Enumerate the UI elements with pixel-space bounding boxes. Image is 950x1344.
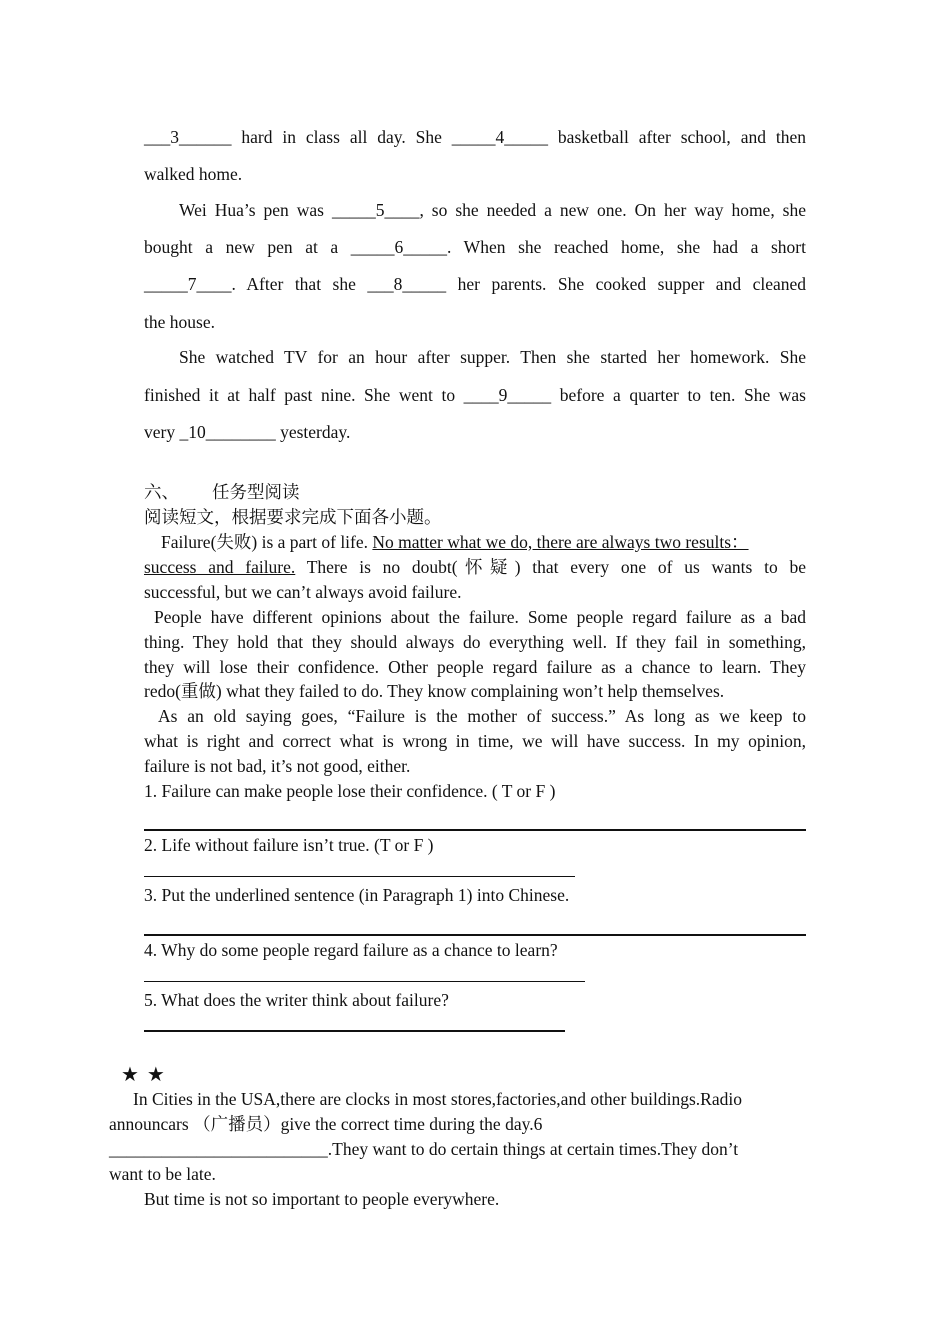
cloze-line-8: finished it at half past nine. She went to ____9_____ before a quarter to ten. She was (144, 385, 806, 405)
passage-p2-line-3: they will lose their confidence. Other people regard failure as a chance to learn. They (144, 657, 806, 677)
cloze-line-5: _____7____. After that she ___8_____ her parents. She cooked supper and cleaned (144, 274, 806, 294)
question-5: 5. What does the writer think about failure? (144, 990, 449, 1010)
passage-p3-line-1: As an old saying goes, “Failure is the mother of success.” As long as we keep to (158, 706, 806, 726)
passage-p1-line-3: successful, but we can’t always avoid failure. (144, 582, 462, 602)
answer-line-5[interactable] (144, 1030, 565, 1032)
underlined-sentence-part-2: success and failure. (144, 557, 296, 577)
last-line-5: But time is not so important to people everywhere. (144, 1189, 500, 1209)
last-line-4: want to be late. (109, 1164, 216, 1184)
p1-start-text: Failure(失败) is a part of life. (161, 532, 373, 552)
passage-p2-line-2: thing. They hold that they should always do everything well. If they fail in something, (144, 632, 806, 652)
passage-p1-line-2 (144, 556, 806, 578)
passage-p2-line-1: People have different opinions about the failure. Some people regard failure as a bad (154, 607, 806, 627)
answer-line-4[interactable] (144, 981, 585, 982)
cloze-line-9: very _10________ yesterday. (144, 422, 351, 442)
question-4: 4. Why do some people regard failure as a chance to learn? (144, 940, 558, 960)
passage-p3-line-3: failure is not bad, it’s not good, either. (144, 756, 411, 776)
cloze-line-6: the house. (144, 312, 215, 332)
cloze-line-7: She watched TV for an hour after supper. Then she started her homework. She (179, 347, 806, 367)
question-3: 3. Put the underlined sentence (in Paragraph 1) into Chinese. (144, 885, 570, 905)
question-1: 1. Failure can make people lose their confidence. ( T or F ) (144, 781, 556, 801)
answer-line-2[interactable] (144, 876, 575, 877)
answer-line-1[interactable] (144, 829, 806, 831)
last-line-1: In Cities in the USA,there are clocks in most stores,factories,and other buildings.Radio (133, 1089, 742, 1109)
cloze-line-4: bought a new pen at a _____6_____. When she reached home, she had a short (144, 237, 806, 257)
question-2: 2. Life without failure isn’t true. (T or F ) (144, 835, 434, 855)
underlined-sentence-part-1: No matter what we do, there are always two results： (372, 532, 749, 552)
cloze-line-1: ___3______ hard in class all day. She _____4_____ basketball after school, and then (144, 127, 806, 147)
last-line-3: _________________________.They want to do certain things at certain times.They don’t (109, 1139, 739, 1159)
star-icons: ★★ (121, 1064, 173, 1086)
section-number: 六、 (144, 482, 179, 502)
answer-line-3[interactable] (144, 934, 806, 936)
cloze-line-2: walked home. (144, 164, 243, 184)
cloze-line-3: Wei Hua’s pen was _____5____, so she needed a new one. On her way home, she (179, 200, 806, 220)
section-heading (144, 481, 300, 503)
last-line-2: announcars （广播员）give the correct time during the day.6 (109, 1114, 543, 1134)
section-title: 任务型阅读 (212, 482, 300, 502)
p1-line-2-rest: There is no doubt(怀疑) that every one of us wants to be (295, 557, 806, 577)
passage-p2-line-4: redo(重做) what they failed to do. They know complaining won’t help themselves. (144, 681, 725, 701)
passage-p3-line-2: what is right and correct what is wrong in time, we will have success. In my opinion, (144, 731, 806, 751)
section-instruction: 阅读短文，根据要求完成下面各小题。 (144, 507, 442, 527)
passage-p1-line-1 (161, 531, 806, 553)
